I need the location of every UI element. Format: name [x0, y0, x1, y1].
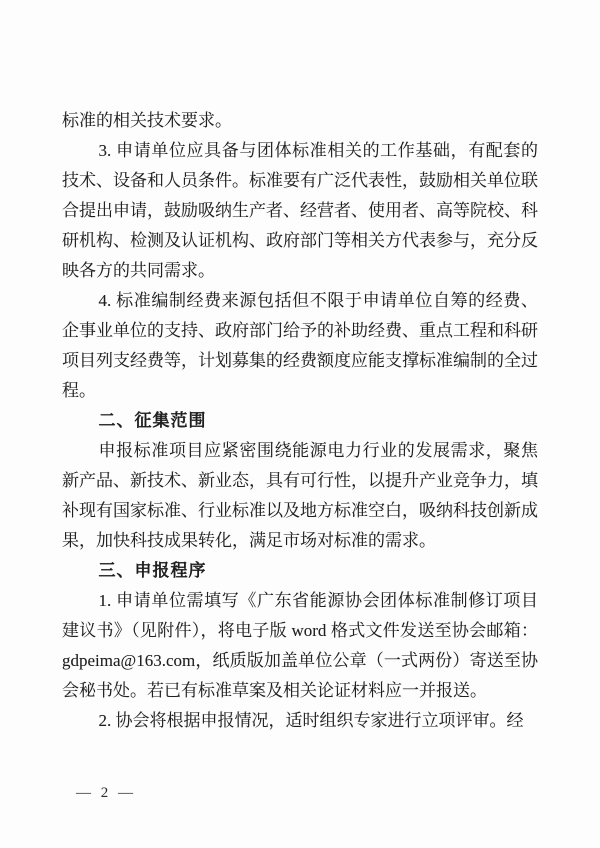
paragraph-procedure-step-2: 2. 协会将根据申报情况，适时组织专家进行立项评审。经: [98, 711, 524, 730]
page-number: — 2 —: [76, 785, 136, 801]
document-body: [62, 106, 538, 736]
heading-section-3-application-procedure: 三、申报程序: [98, 561, 207, 580]
paragraph-procedure-step-1: 1. 申请单位需填写《广东省能源协会团体标准制修订项目建议书》（见附件），将电子版 word 格式文件发送至协会邮箱：gdpeima@163.com，纸质版加盖单位公章（一式两份）寄送至协会秘书处。若已有标准草案及相关论证材料应一并报送。: [62, 591, 538, 700]
paragraph-continuation: 标准的相关技术要求。: [62, 111, 232, 130]
paragraph-item-4: 4. 标准编制经费来源包括但不限于申请单位自筹的经费、企事业单位的支持、政府部门给予的补助经费、重点工程和科研项目列支经费等，计划募集的经费额度应能支撑标准编制的全过程。: [62, 291, 538, 400]
paragraph-collection-scope: 申报标准项目应紧密围绕能源电力行业的发展需求，聚焦新产品、新技术、新业态，具有可行性，以提升产业竞争力，填补现有国家标准、行业标准以及地方标准空白，吸纳科技创新成果，加快科技成果转化，满足市场对标准的需求。: [62, 441, 538, 550]
paragraph-item-3: 3. 申请单位应具备与团体标准相关的工作基础，有配套的技术、设备和人员条件。标准要有广泛代表性，鼓励相关单位联合提出申请，鼓励吸纳生产者、经营者、使用者、高等院校、科研机构、检测及认证机构、政府部门等相关方代表参与，充分反映各方的共同需求。: [62, 141, 538, 280]
heading-section-2-collection-scope: 二、征集范围: [98, 411, 207, 430]
